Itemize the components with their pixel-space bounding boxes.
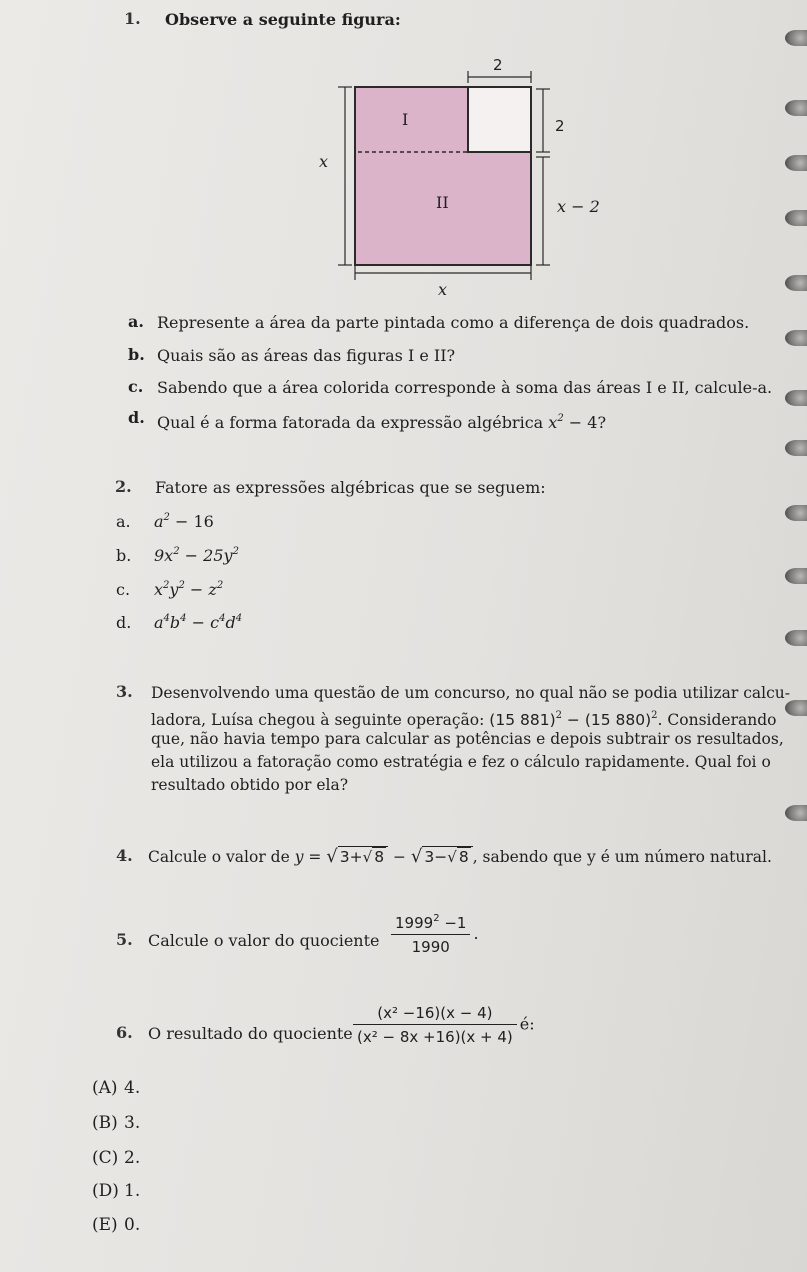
white-square [468,87,531,152]
q5-number: 5. [116,930,133,949]
q5-text: Calcule o valor do quociente [148,931,380,950]
option-e[interactable]: (E) 0. [92,1215,141,1235]
q3-line-3: que, não havia tempo para calcular as potências e depois subtrair os resultados, [151,730,784,748]
q3-line-2: ladora, Luísa chegou à seguinte operação: (15 881)$^2$ − (15 880)$^2$. Considerando [151,710,777,729]
q1-item-a-letter: a. [128,312,144,331]
q1-number: 1. [124,9,141,28]
figure-label-top: 2 [493,56,503,74]
q6-fraction: $\frac{\text{(x² −16)(x − 4)}}{\text{(x² − 8x +16)(x + 4)}}$ é: [350,1004,535,1046]
q5-fraction: $\frac{1999^2 -1}{1990}$ . [388,913,479,956]
figure-label-right-top: 2 [555,117,565,135]
q1-item-d: Qual é a forma fatorada da expressão algébrica $x^2 - 4$? [157,413,607,432]
q2-item-d-expr: $a^4b^4 - c^4d^4$ [154,613,243,632]
q3-line-1: Desenvolvendo uma questão de um concurso, no qual não se podia utilizar calcu- [151,684,791,702]
q4-number: 4. [116,846,133,865]
q1-item-a-text: Represente a área da parte pintada como a diferença de dois quadrados. [157,313,750,332]
figure-label-region-2: II [436,193,449,212]
q2-number: 2. [115,477,132,496]
q2-prompt: Fatore as expressões algébricas que se seguem: [155,478,546,497]
figure-label-bottom: x [438,280,448,299]
q4-text: Calcule o valor de y = √ 3+√ 8 − √ 3−√ 8 , sabendo que y é um número natural. [148,846,772,867]
q2-item-b-letter: b. [116,546,132,565]
q2-item-d-letter: d. [116,613,132,632]
q6-text: O resultado do quociente [148,1024,353,1043]
q2-item-c-expr: $x^2y^2 - z^2$ [154,580,224,599]
option-d[interactable]: (D) 1. [92,1181,141,1201]
figure-label-right-bottom: x − 2 [557,197,600,216]
option-a[interactable]: (A) 4. [92,1078,141,1098]
figure-label-region-1: I [402,110,409,129]
q1-prompt: Observe a seguinte figura: [165,10,401,29]
figure-label-left: x [319,152,329,171]
q1-item-b-letter: b. [128,345,145,364]
q2-item-a-letter: a. [116,512,131,531]
q3-line-4: ela utilizou a fatoração como estratégia e fez o cálculo rapidamente. Qual foi o [151,753,771,771]
option-b[interactable]: (B) 3. [92,1113,141,1133]
q2-item-c-letter: c. [116,580,131,599]
q1-item-c-letter: c. [128,377,144,396]
q1-figure [300,55,620,305]
q6-number: 6. [116,1023,133,1042]
q2-item-a-expr: $a^2 - 16$ [154,512,214,531]
option-c[interactable]: (C) 2. [92,1148,141,1168]
q1-item-b-text: Quais são as áreas das figuras I e II? [157,346,456,365]
q1-item-d-letter: d. [128,408,145,427]
q2-item-b-expr: $9x^2 - 25y^2$ [154,546,239,565]
q3-number: 3. [116,682,133,701]
q1-item-c-text: Sabendo que a área colorida corresponde à soma das áreas I e II, calcule-a. [157,378,773,397]
q1-item-d-text: Qual é a forma fatorada da expressão algébrica [157,413,544,432]
q3-line-5: resultado obtido por ela? [151,776,349,794]
